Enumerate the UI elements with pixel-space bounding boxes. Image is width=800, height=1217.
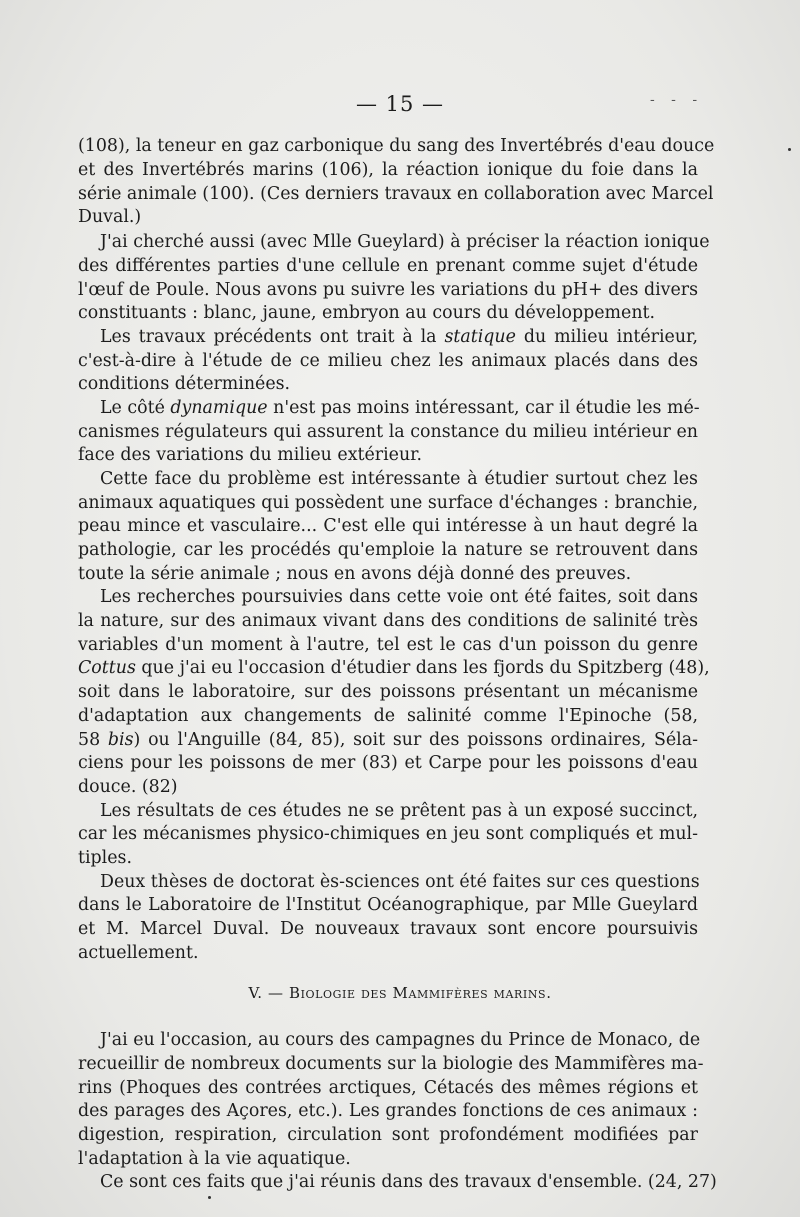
- text-line: pathologie, car les procédés qu'emploie la nature se retrouvent dans: [78, 540, 698, 560]
- text-run: n'est pas moins intéressant, car il étudie les mé-: [267, 398, 700, 418]
- page-number: — 15 —: [355, 92, 445, 116]
- text-line: [100, 326, 698, 348]
- italic-term: dynamique: [170, 398, 268, 418]
- text-line: des parages des Açores, etc.). Les grandes fonctions de ces animaux :: [78, 1101, 698, 1121]
- text-line: et M. Marcel Duval. De nouveaux travaux sont encore poursuivis: [78, 919, 698, 939]
- text-line: la nature, sur des animaux vivant dans des conditions de salinité très: [78, 611, 698, 631]
- text-line: l'adaptation à la vie aquatique.: [78, 1149, 351, 1169]
- text-line: série animale (100). (Ces derniers travaux en collaboration avec Marcel: [78, 184, 714, 204]
- text-line: Duval.): [78, 207, 142, 227]
- corner-mark: - - -: [650, 92, 704, 108]
- italic-term: Cottus: [78, 658, 136, 678]
- italic-term: bis: [107, 730, 134, 750]
- text-line: [100, 397, 698, 419]
- text-run: Les travaux précédents ont trait à la: [100, 327, 445, 347]
- text-line: l'œuf de Poule. Nous avons pu suivre les variations du pH+ des divers: [78, 280, 698, 300]
- section-title: Biologie des Mammifères marins.: [288, 984, 552, 1002]
- text-line: rins (Phoques des contrées arctiques, Cétacés des mêmes régions et: [78, 1078, 698, 1098]
- text-line: J'ai eu l'occasion, au cours des campagnes du Prince de Monaco, de: [100, 1030, 701, 1050]
- text-line: variables d'un moment à l'autre, tel est le cas d'un poisson du genre: [78, 635, 698, 655]
- text-line: tiples.: [78, 848, 132, 868]
- text-line: actuellement.: [78, 943, 199, 963]
- text-line: (108), la teneur en gaz carbonique du sang des Invertébrés d'eau douce: [78, 136, 715, 156]
- text-line: Les résultats de ces études ne se prêtent pas à un exposé succinct,: [100, 801, 698, 821]
- italic-term: statique: [444, 327, 516, 347]
- text-line: Ce sont ces faits que j'ai réunis dans des travaux d'ensemble. (24, 27): [100, 1172, 717, 1192]
- section-heading: [0, 982, 800, 1004]
- text-run: que j'ai eu l'occasion d'étudier dans les fjords du Spitzberg (48),: [135, 658, 710, 678]
- text-run: 58: [78, 730, 108, 750]
- text-line: d'adaptation aux changements de salinité comme l'Epinoche (58,: [78, 706, 698, 726]
- text-line: douce. (82): [78, 777, 178, 797]
- text-line: et des Invertébrés marins (106), la réaction ionique du foie dans la: [78, 160, 698, 180]
- text-line: Deux thèses de doctorat ès-sciences ont été faites sur ces questions: [100, 872, 700, 892]
- text-line: [78, 729, 698, 751]
- section-number: V. —: [248, 984, 289, 1002]
- text-line: canismes régulateurs qui assurent la constance du milieu intérieur en: [78, 422, 698, 442]
- text-line: soit dans le laboratoire, sur des poissons présentant un mécanisme: [78, 682, 698, 702]
- text-line: dans le Laboratoire de l'Institut Océanographique, par Mlle Gueylard: [78, 895, 698, 915]
- text-line: c'est-à-dire à l'étude de ce milieu chez les animaux placés dans des: [78, 351, 698, 371]
- text-line: recueillir de nombreux documents sur la biologie des Mammifères ma-: [78, 1054, 704, 1074]
- text-line: face des variations du milieu extérieur.: [78, 445, 423, 465]
- text-line: animaux aquatiques qui possèdent une surface d'échanges : branchie,: [78, 493, 698, 513]
- text-line: digestion, respiration, circulation sont profondément modifiées par: [78, 1125, 698, 1145]
- text-line: conditions déterminées.: [78, 374, 291, 394]
- text-line: J'ai cherché aussi (avec Mlle Gueylard) à préciser la réaction ionique: [100, 232, 710, 252]
- text-line: car les mécanismes physico-chimiques en jeu sont compliqués et mul-: [78, 824, 698, 844]
- text-run: Le côté: [100, 398, 171, 418]
- scan-speck: [788, 148, 791, 151]
- scan-speck: [208, 1196, 211, 1199]
- text-line: peau mince et vasculaire... C'est elle qui intéresse à un haut degré la: [78, 516, 698, 536]
- text-line: toute la série animale ; nous en avons déjà donné des preuves.: [78, 564, 632, 584]
- text-run: du milieu intérieur,: [515, 327, 698, 347]
- text-run: ) ou l'Anguille (84, 85), soit sur des poissons ordinaires, Sélа-: [133, 730, 698, 750]
- text-line: constituants : blanc, jaune, embryon au cours du développement.: [78, 303, 656, 323]
- text-line: [78, 657, 710, 679]
- text-line: Les recherches poursuivies dans cette voie ont été faites, soit dans: [100, 587, 698, 607]
- text-line: des différentes parties d'une cellule en prenant comme sujet d'étude: [78, 256, 698, 276]
- text-line: ciens pour les poissons de mer (83) et Carpe pour les poissons d'eau: [78, 753, 698, 773]
- text-line: Cette face du problème est intéressante à étudier surtout chez les: [100, 469, 698, 489]
